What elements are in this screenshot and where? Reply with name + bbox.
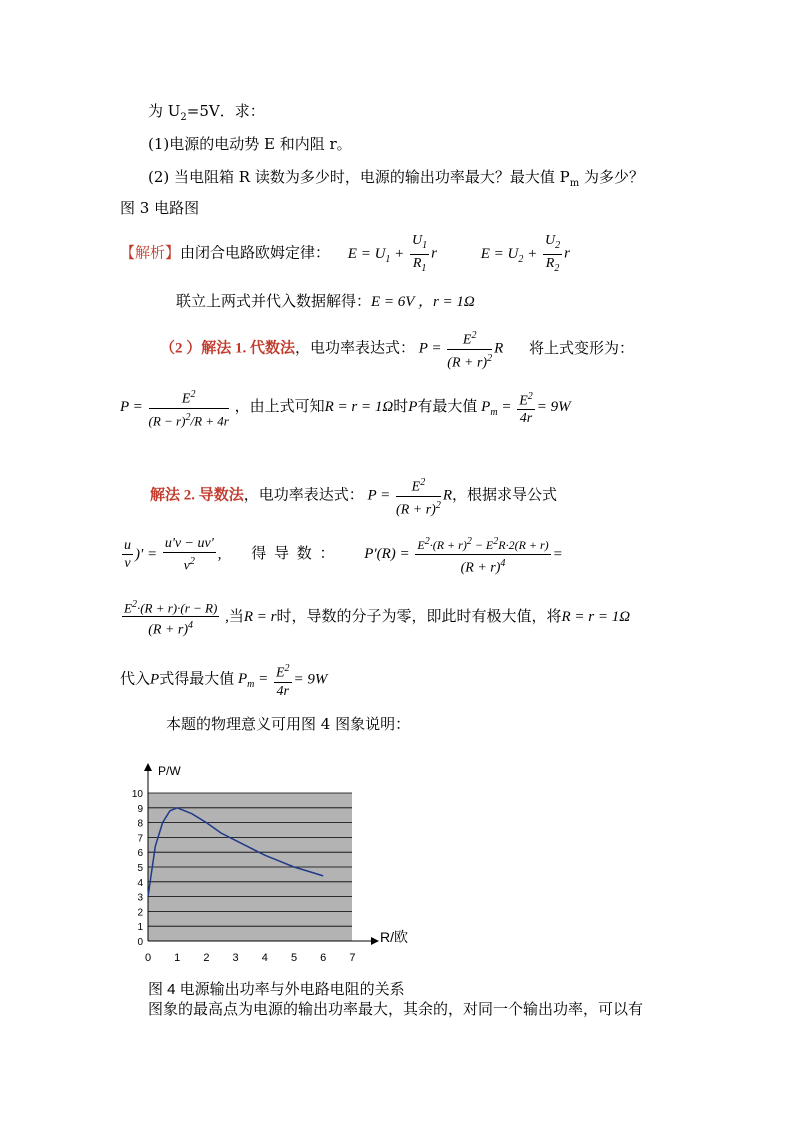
x-axis-label: R/欧 (380, 929, 408, 945)
x-tick-label: 6 (320, 952, 327, 964)
method-1-line: （2 ）解法 1. 代数法，电功率表达式： P = $\frac{E^2}{(R + r)^2}$ R 将上式变形为： (160, 327, 634, 371)
power-resistance-chart (118, 755, 438, 975)
y-tick-label: 1 (137, 922, 143, 934)
x-tick-label: 2 (203, 952, 210, 964)
method-1-label: （2 ）解法 1. 代数法 (160, 340, 296, 357)
question-2: (2) 当电阻箱 R 读数为多少时，电源的输出功率最大？最大值 $P_m$ 为多少？ (148, 168, 644, 189)
y-tick-label: 5 (137, 863, 143, 874)
y-axis-label: P/W (158, 764, 181, 778)
analysis-label: 【解析】 (120, 245, 181, 262)
question-1: (1)电源的电动势 E 和内阻 r。 (148, 135, 352, 153)
y-axis-arrow (144, 763, 152, 771)
max-value-line: 代入P式得最大值 $P_m$ = $\frac{E^2}{4r}$ = 9W (120, 660, 327, 700)
x-axis-arrow (371, 937, 379, 945)
x-tick-label: 4 (261, 952, 268, 964)
y-tick-label: 2 (137, 907, 143, 919)
x-tick-label: 5 (290, 952, 298, 964)
method-1-formula: P = $\frac{E^2}{(R - r)^2/R + 4r}$ ，由上式可知R = r = 1Ω时P有最大值 $P_m$ = $\frac{E^2}{4r}$ = 9W (120, 386, 571, 429)
y-tick-label: 0 (137, 937, 143, 948)
analysis-line: 【解析】由闭合电路欧姆定律： $E = U_1$ + $\frac{U_1}{R_1}$ r $E = U_2$ + $\frac{U_2}{R_2}$ r (120, 233, 570, 274)
x-tick-label: 7 (349, 952, 356, 964)
given-line: 为 $U_2=5V$．求： (148, 102, 265, 123)
method-2-label: 解法 2. 导数法 (150, 487, 244, 504)
closing-paragraph: 图象的最高点为电源的输出功率最大，其余的，对同一个输出功率，可以有 (148, 1001, 644, 1018)
y-tick-label: 4 (137, 877, 143, 889)
derivative-result: $\frac{E^2\cdot(R + r)\cdot(r - R)}{(R + r)^4}$ ,当R = r时，导数的分子为零，即此时有极大值，将R = r = 1Ω (120, 596, 630, 639)
combine-line: 联立上两式并代入数据解得：E = 6V ，r = 1Ω (176, 292, 475, 310)
derivative-formula: $\frac{u}{v}$ )' = $\frac{u'v - uv'}{v^2}$ , 得 导 数 ： P'(R) = $\frac{E^2\cdot(R + r)^2 - E^2R\cdot 2(R + r)}{(R + r)^4}$ = (120, 533, 563, 577)
physics-meaning: 本题的物理意义可用图 4 图象说明： (166, 715, 411, 733)
method-2-line: 解法 2. 导数法，电功率表达式： P = $\frac{E^2}{(R + r)^2}$ R，根据求导公式 (150, 474, 557, 518)
y-tick-label: 3 (137, 892, 143, 904)
y-tick-label: 8 (137, 818, 143, 830)
y-tick-label: 6 (137, 848, 143, 860)
x-tick-label: 3 (232, 952, 239, 964)
figure-3-label: 图 3 电路图 (120, 199, 200, 217)
x-tick-label: 1 (174, 952, 181, 964)
y-tick-label: 10 (131, 789, 143, 800)
x-tick-label: 0 (144, 952, 152, 964)
y-tick-label: 7 (137, 833, 143, 845)
figure-4-caption: 图 4 电源输出功率与外电路电阻的关系 (148, 981, 405, 998)
y-tick-label: 9 (137, 803, 143, 815)
